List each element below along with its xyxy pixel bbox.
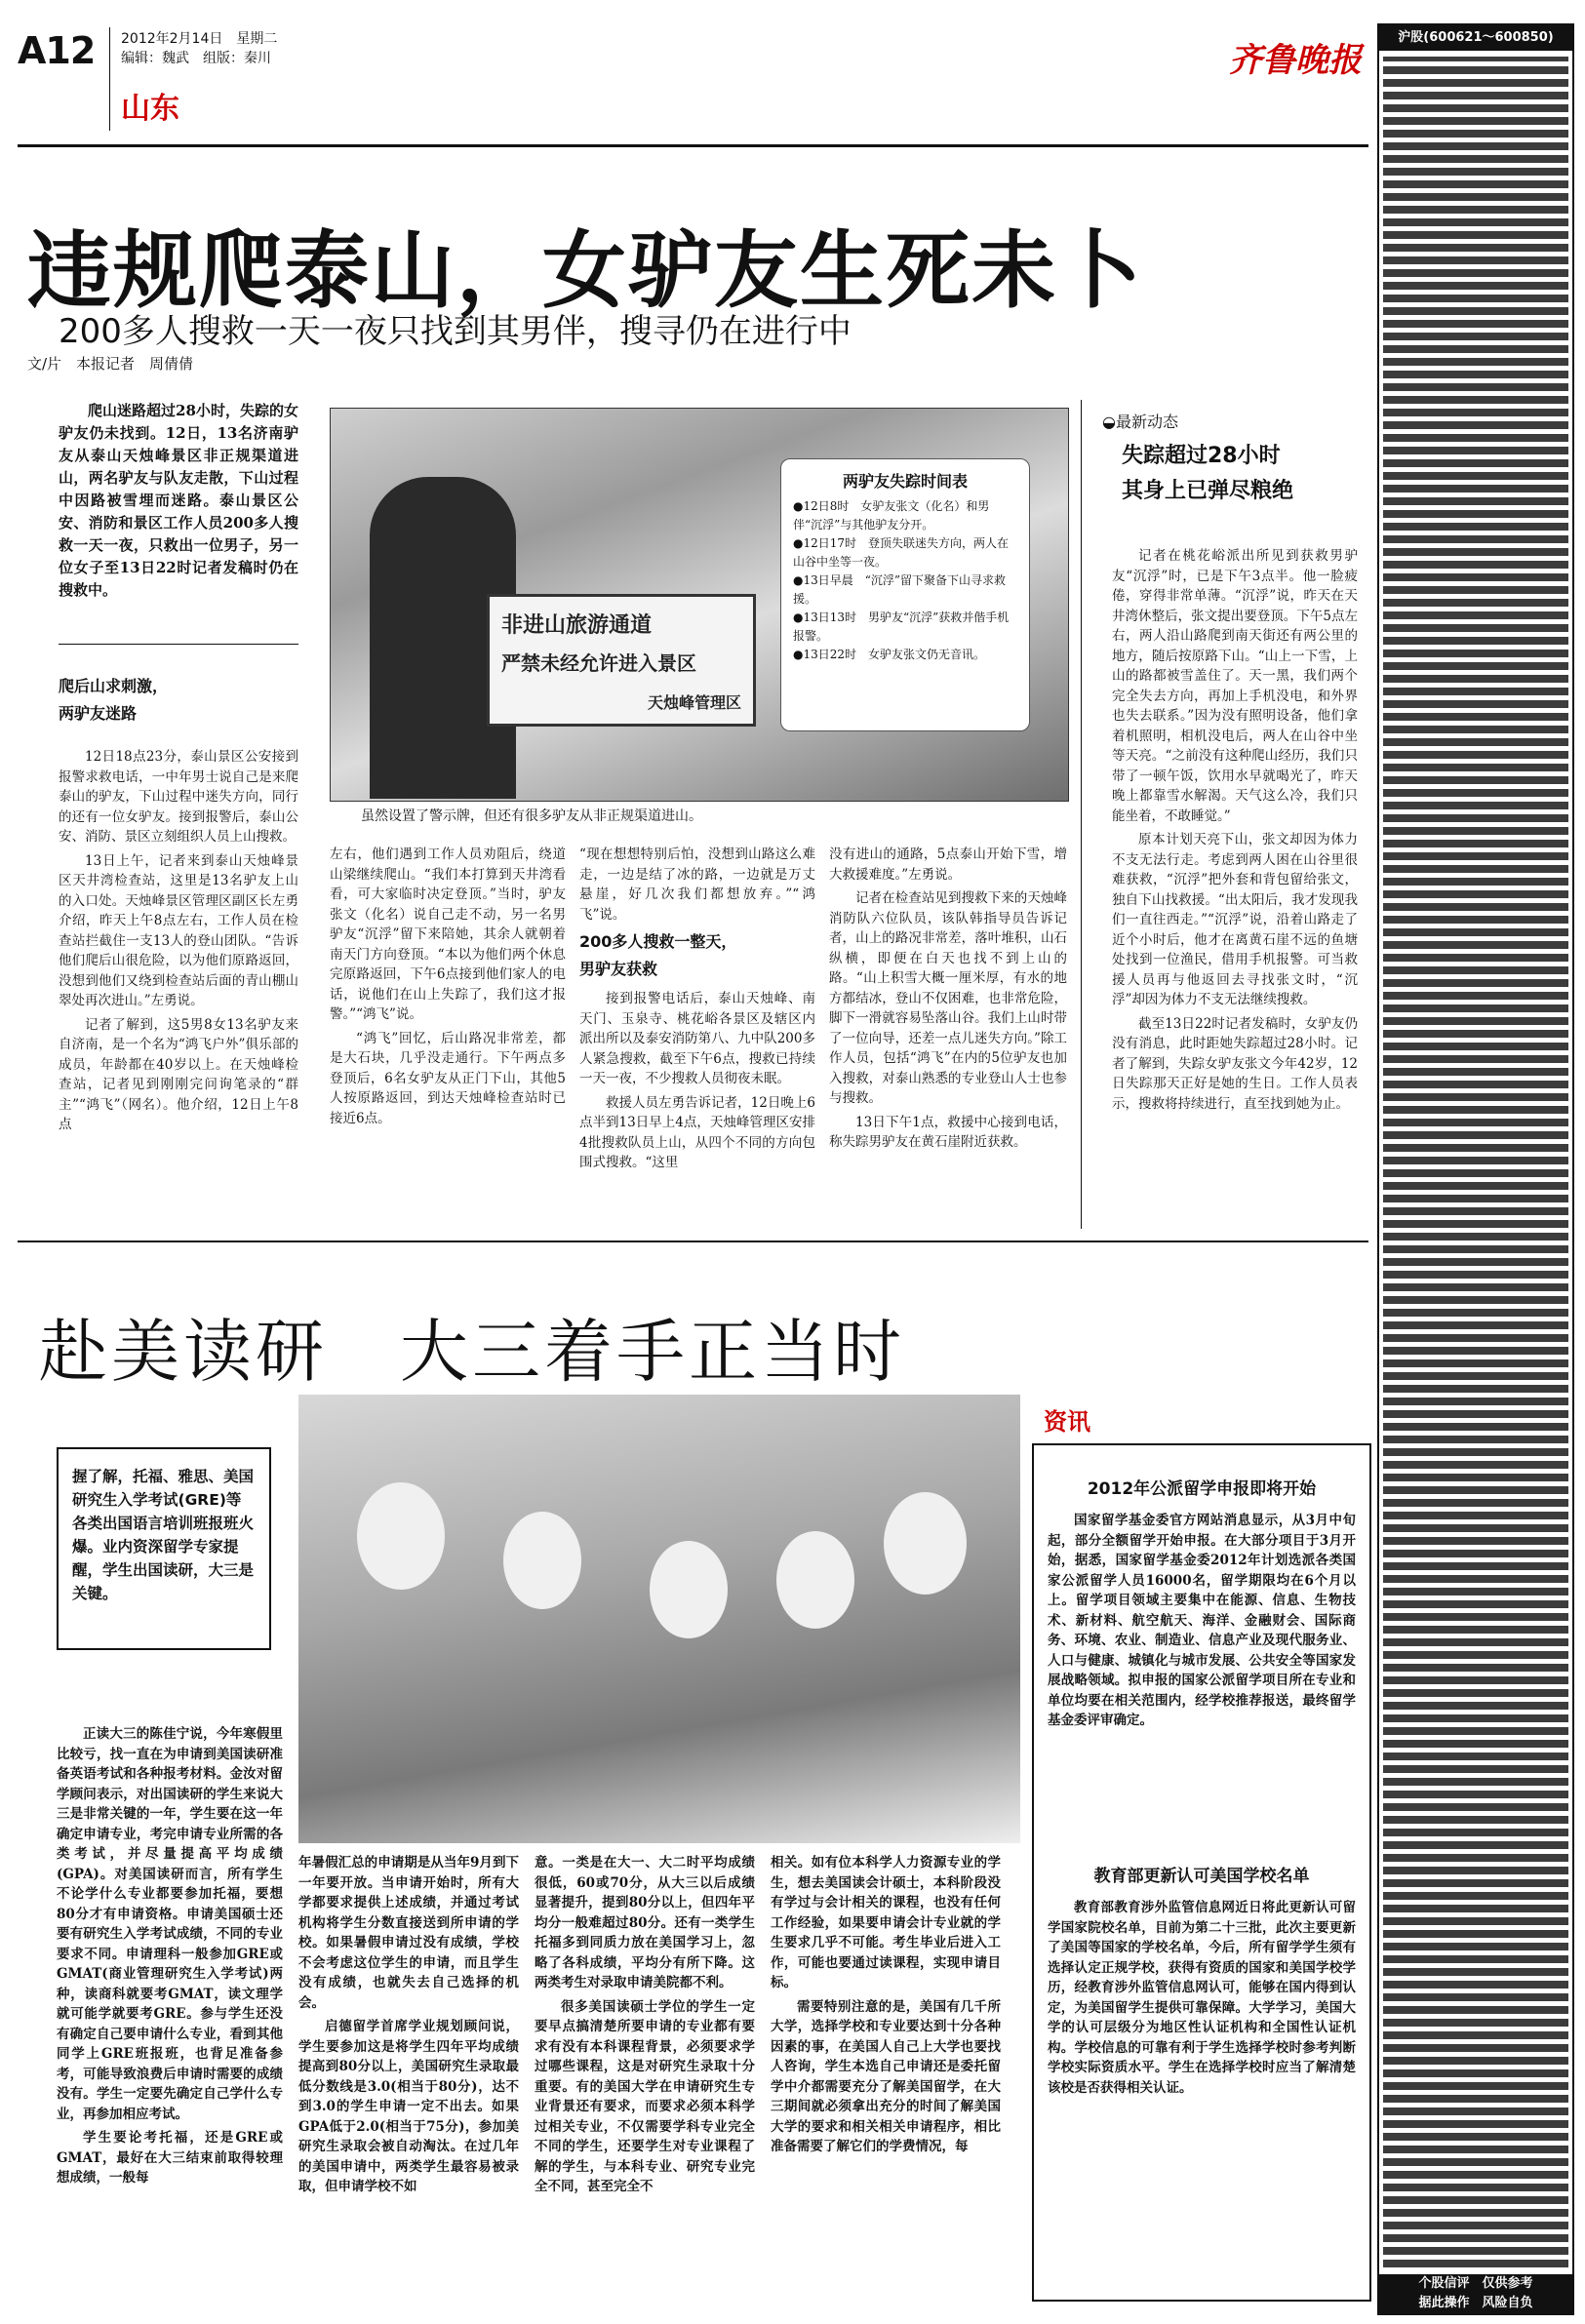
section1-title-line1: 爬后山求刺激， <box>59 677 169 695</box>
photo-caption: 虽然设置了警示牌，但还有很多驴友从非正规渠道进山。 <box>361 808 702 824</box>
story1-col2 <box>330 845 566 1227</box>
news-box <box>1032 1443 1371 2302</box>
latest-title-line2: 其身上已弹尽粮绝 <box>1122 479 1294 503</box>
page-number: A12 <box>18 29 96 72</box>
latest-tag-label: 最新动态 <box>1115 413 1178 431</box>
col1-para: 记者了解到，这5男8女13名驴友来自济南，是一个名为“鸿飞户外”俱乐部的成员，年龄都在40岁以上。在天烛峰检查站，记者见到刚刚完问询笔录的“群主”“鸿飞”（网名）。他介绍，12日上午8点 <box>59 1016 298 1132</box>
sign-line1: 非进山旅游通道 <box>501 613 653 638</box>
photo-face <box>650 1541 728 1638</box>
timeline-item: ●13日22时 女驴友张文仍无音讯。 <box>793 648 986 661</box>
masthead-logo: 齐鲁晚报 <box>1229 41 1362 80</box>
col4-para: 没有进山的通路，5点泰山开始下雪，增大救援难度。”左勇说。 <box>829 847 1067 883</box>
story2-col2-para: 启德留学首席学业规划顾问说，学生要参加这是将学生四年平均成绩提高到80分以上，美国研究生录取最低分数线是3.0(相当于80分)，达不到3.0的学生申请一定不出去。如果GPA低于2.0(相当于75分)，参加美研究生录取会被自动淘汰。在过几年的美国申请中，两类学生最容易被录取，但申请学校不如 <box>298 2019 519 2194</box>
col4-para: 13日下午1点，救援中心接到电话，称失踪男驴友在黄石崖附近获救。 <box>829 1114 1067 1150</box>
stock-footer-line2: 据此操作 风险自负 <box>1418 2296 1533 2310</box>
story2-col1 <box>57 1724 283 2300</box>
col1-para: 12日18点23分，泰山景区公安接到报警求救电话，一中年男士说自己是来爬泰山的驴友，下山过程中迷失方向，同行的还有一位女驴友。接到报警后，泰山公安、消防、景区立刻组织人员上山搜救。 <box>59 749 298 845</box>
latest-para: 截至13日22时记者发稿时，女驴友仍没有消息，此时距她失踪超过28小时。记者了解到，失踪女驴友张文今年42岁，12日失踪那天正好是她的生日。工作人员表示，搜救将持续进行，直至找到她为止。 <box>1112 1015 1358 1112</box>
timeline-title: 两驴友失踪时间表 <box>842 472 968 491</box>
timeline-item: ●13日13时 男驴友“沉浮”获救并偕手机报警。 <box>793 611 1010 643</box>
latest-bullet-icon: ◒ <box>1102 413 1116 431</box>
latest-tag <box>1102 410 1178 432</box>
section-label: 山东 <box>121 92 179 126</box>
story1-headline: 违规爬泰山，女驴友生死未卜 <box>27 222 1143 320</box>
stock-footer-line1: 个股信评 仅供参考 <box>1418 2276 1533 2291</box>
photo-face <box>503 1512 581 1609</box>
header-divider <box>109 27 110 131</box>
story2-col2 <box>298 1853 519 2300</box>
col3-para: 救援人员左勇告诉记者，12日晚上6点半到13日早上4点，天烛峰管理区安排4批搜救队员上山，从四个不同的方向包围式搜救。“这里 <box>579 1094 815 1170</box>
issue-meta <box>121 29 277 68</box>
story2-pullquote: 握了解，托福、雅思、美国研究生入学考试(GRE)等各类出国语言培训班报班火爆。业内资深留学专家提醒，学生出国读研，大三是关键。 <box>57 1447 271 1650</box>
story1-col3 <box>579 845 815 1227</box>
story2-col3 <box>535 1853 755 2300</box>
col2-para: 左右，他们遇到工作人员劝阻后，绕道山梁继续爬山。“我们本打算到天井湾看看，可大家临时决定登顶。”当时，驴友张文（化名）说自己走不动，另一名男驴友“沉浮”留下来陪她，其余人就朝着南天门方向登顶。“本以为他们两个休息完原路返回，下午6点接到他们家人的电话，说他们在山上失踪了，我们这才报警。”“鸿飞”说。 <box>330 847 566 1022</box>
stock-table-footer <box>1379 2274 1572 2313</box>
section2-title-line1: 200多人搜救一整天， <box>579 932 737 951</box>
section2-title-line2: 男驴友获救 <box>579 960 658 978</box>
photo-face <box>776 1531 854 1629</box>
timeline-item: ●13日早晨 “沉浮”留下聚备下山寻求救援。 <box>793 573 1007 606</box>
latest-para: 原本计划天亮下山，张文却因为体力不支无法行走。考虑到两人困在山谷里很难获救，“沉浮”把外套和背包留给张文，独自下山找救援。“出太阳后，我才发现我们一直往西走。”“沉浮”说，沿着山路走了近个小时后，他才在离黄石崖不远的鱼塘处找到一位渔民，借用手机报警。可当救援人员再与他返回去寻找张文时，“沉浮”却因为体力不支无法继续搜救。 <box>1112 832 1358 1007</box>
col1-para: 13日上午，记者来到泰山天烛峰景区天井湾检查站，这里是13名驴友上山的入口处。天烛峰景区管理区副区长左勇介绍，昨天上午8点左右，工作人员在检查站拦截住一支13人的登山团队。“告诉他们爬后山很危险，以为他们原路返回，没想到他们又绕到检查站后面的青山棚山翠处再次进山。”左勇说。 <box>59 852 298 1008</box>
news-title1: 2012年公派留学申报即将开始 <box>1087 1479 1317 1499</box>
date-line: 2012年2月14日 星期二 <box>121 31 278 47</box>
news-body2-text: 教育部教育涉外监管信息网近日将此更新认可留学国家院校名单，目前为第二十三批，此次主要更新了美国等国家的学校名单，今后，所有留学学生须有选择认定正规学校，获得有资质的国家和美国学校学历，经教育涉外监管信息网认可，能够在国内得到认定，为美国留学生提供可靠保障。大学学习，美国大学的认可层级分为地区性认证机构和全国性认证机构。学校信息的可靠有利于学生选择学校时参考判断学校实际资质水平。学生在选择学校时应当了解清楚该校是否获得相关认证。 <box>1048 1900 1356 2096</box>
story2-col3-para: 意。一类是在大一、大二时平均成绩很低，60或70分，从大三以后成绩显著提升，提到80分以上，但四年平均分一般难超过80分。还有一类学生托福多到同质力放在美国学习上，忽略了各科成绩，平均分有所下降。这两类考生对录取申请美院都不利。 <box>535 1855 755 1990</box>
timeline-item: ●12日8时 女驴友张文（化名）和男伴“沉浮”与其他驴友分开。 <box>793 499 990 532</box>
top-rule <box>18 144 1368 147</box>
col4-para: 记者在检查站见到搜救下来的天烛峰消防队六位队员，该队韩指导员告诉记者，山上的路况非常差，落叶堆积，山石纵横，即便在白天也找不到上山的路。“山上积雪大概一厘米厚，有水的地方都结冰，登山不仅困难，也非常危险，脚下一滑就容易坠落山谷。我们上山时带了一位向导，还差一点儿迷失方向。”除工作人员，包括“鸿飞”在内的5位驴友也加入搜救，对泰山熟悉的专业登山人士也参与搜救。 <box>829 890 1067 1106</box>
news-body2 <box>1034 1898 1369 2268</box>
stock-table <box>1377 23 1574 2315</box>
story1-col4 <box>829 845 1067 1227</box>
story2-col1-para: 学生要论考托福，还是GRE或GMAT，最好在大三结束前取得较理想成绩，一般每 <box>57 2130 283 2186</box>
photo-face <box>357 1482 445 1590</box>
latest-title <box>1122 439 1293 509</box>
story1-byline: 文/片 本报记者 周倩倩 <box>27 355 194 373</box>
stock-table-header: 沪股(600621～600850) <box>1379 25 1572 51</box>
latest-title-line1: 失踪超过28小时 <box>1122 444 1281 468</box>
section1-title-line2: 两驴友迷路 <box>59 704 138 723</box>
news-tag: 资讯 <box>1044 1408 1090 1436</box>
timeline-box <box>780 458 1030 731</box>
photo-face <box>884 1492 967 1595</box>
sign-line3: 天烛峰管理区 <box>647 693 741 712</box>
latest-body <box>1112 546 1358 1229</box>
story2-col4-para: 需要特别注意的是，美国有几千所大学，选择学校和专业要达到十分各种因素的事，在美国人自己上大学也要找人咨询，学生本选自己申请还是委托留学中介都需要充分了解美国留学，在大三期间就必须拿出充分的时间了解美国大学的要求和相关相关申请程序，相比准备需要了解它们的学费情况，每 <box>771 1998 1001 2154</box>
story2-col2-para: 年暑假汇总的申请期是从当年9月到下一年要开放。当申请开始时，所有大学都要求提供上述成绩，并通过考试机构将学生分数直接送到所申请的学校。如果暑假申请过没有成绩，学校不会考虑这位学生的申请，而且学生没有成绩，也就失去自己选择的机会。 <box>298 1855 519 2011</box>
latest-para: 记者在桃花峪派出所见到获救男驴友“沉浮”时，已是下午3点半。他一脸疲倦，穿得非常单薄。“沉浮”说，昨天在天井湾休整后，张文提出要登顶。下午5点左右，两人沿山路爬到南天街还有两公里的地方，随后按原路下山。“山上一下雪，上山的路都被雪盖住了。天一黑，我们两个完全失去方向，再加上手机没电，和外界也失去联系。”因为没有照明设备，他们拿着机照明，相机没电后，两人在山谷中坐等天亮。“之前没有这种爬山经历，我们只带了一顿午饭，饮用水早就喝光了，昨天晚上都靠雪水解渴。天气这么冷，我们只能坐着，不敢睡觉。” <box>1112 548 1358 824</box>
story2-photo <box>298 1395 1020 1843</box>
warning-sign <box>487 594 756 727</box>
news-body1-text: 国家留学基金委官方网站消息显示，从3月中旬起，部分全额留学开始申报。在大部分项目于3月开始，据悉，国家留学基金委2012年计划选派各类国家公派留学人员16000名，留学期限均在6个月以上。留学项目领域主要集中在能源、信息、生物技术、新材料、航空航天、海洋、金融财会、国际商务、环境、农业、制造业、信息产业及现代服务业、人口与健康、城镇化与城市发展、公共安全等国家发展战略领域。拟申报的国家公派留学项目所在专业和单位均要在相关范围内，经学校推荐报送，最终留学基金委评审确定。 <box>1048 1513 1356 1728</box>
story2-col4 <box>771 1853 1001 2300</box>
lead-text: 爬山迷路超过28小时，失踪的女驴友仍未找到。12日，13名济南驴友从泰山天烛峰景区非正规渠道进山，两名驴友与队友走散，下山过程中因路被雪埋而迷路。泰山景区公安、消防和景区工作人员200多人搜救一天一夜，只救出一位男子，另一位女子至13日22时记者发稿时仍在搜救中。 <box>59 402 298 599</box>
col2-para: “鸿飞”回忆，后山路况非常差，都是大石块，几乎没走通行。下午两点多登顶后，6名女驴友从正门下山，其他5人按原路返回，到达天烛峰检查站时已接近6点。 <box>330 1030 566 1126</box>
stock-table-rows <box>1383 57 1568 2270</box>
story2-headline: 赴美读研 大三着手正当时 <box>39 1312 905 1392</box>
news-body1 <box>1034 1511 1369 1852</box>
editors-line: 编辑：魏武 组版：秦川 <box>121 51 271 66</box>
story1-lead <box>59 400 298 645</box>
col3-para: “现在想想特别后怕，没想到山路这么难走，一边是结了冰的路，一边就是万丈悬崖，好几次我们都想放弃。”“鸿飞”说。 <box>579 847 815 923</box>
story2-col3-para: 很多美国读硕士学位的学生一定要早点搞清楚所要申请的专业都有要求有没有本科课程背景，必须要求学过哪些课程，这是对研究生录取十分重要。有的美国大学在申请研究生专业背景还有要求，而要求必须本科学过相关专业，不仅需要学科专业完全不同的学生，还要学生对专业课程了解的学生，与本科专业、研究专业完全不同，甚至完全不 <box>535 1998 755 2194</box>
story2-col4-para: 相关。如有位本科学人力资源专业的学生，想去美国读会计硕士，本科阶段没有学过与会计相关的课程，也没有任何工作经验，如果要申请会计专业就的学生要求几乎不可能。考生毕业后进入工作，可能也要通过读课程，实现申请目标。 <box>771 1855 1001 1990</box>
sign-line2: 严禁未经允许进入景区 <box>501 651 696 675</box>
story2-col1-para: 正读大三的陈佳宁说，今年寒假里比较亏，找一直在为申请到美国读研准备英语考试和各种报考材料。金汝对留学顾问表示，对出国读研的学生来说大三是非常关键的一年，学生要在这一年确定申请专业，考完申请专业所需的各类考试，并尽量提高平均成绩(GPA)。对美国读研而言，所有学生不论学什么专业都要参加托福，要想80分才有申请资格。申请美国硕士还要有研究生入学考试成绩，不同的专业要求不同。申请理科一般参加GRE或GMAT(商业管理研究生入学考试)两种，读商科就要考GMAT，读文理学就可能学就要考GRE。参与学生还没有确定自己要申请什么专业，看到其他同学上GRE班报班，也背足准备参考，可能导致浪费后申请时需要的成绩没有。学生一定要先确定自己学什么专业，再参加相应考试。 <box>57 1726 283 2122</box>
news-title2: 教育部更新认可美国学校名单 <box>1093 1867 1310 1886</box>
story1-col1 <box>59 747 298 1225</box>
story1-subhead: 200多人搜救一天一夜只找到其男伴，搜寻仍在进行中 <box>59 312 852 351</box>
middle-rule <box>18 1241 1368 1242</box>
col3-para: 接到报警电话后，泰山天烛峰、南天门、玉泉寺、桃花峪各景区及辖区内派出所以及泰安消防第八、九中队200多人紧急搜救，截至下午6点，搜救已持续一天一夜，不少搜救人员彻夜未眠。 <box>579 991 815 1086</box>
timeline-item: ●12日17时 登顶失联迷失方向，两人在山谷中坐等一夜。 <box>793 536 1010 569</box>
column-divider <box>1081 400 1082 1229</box>
section1-heading <box>59 673 168 728</box>
